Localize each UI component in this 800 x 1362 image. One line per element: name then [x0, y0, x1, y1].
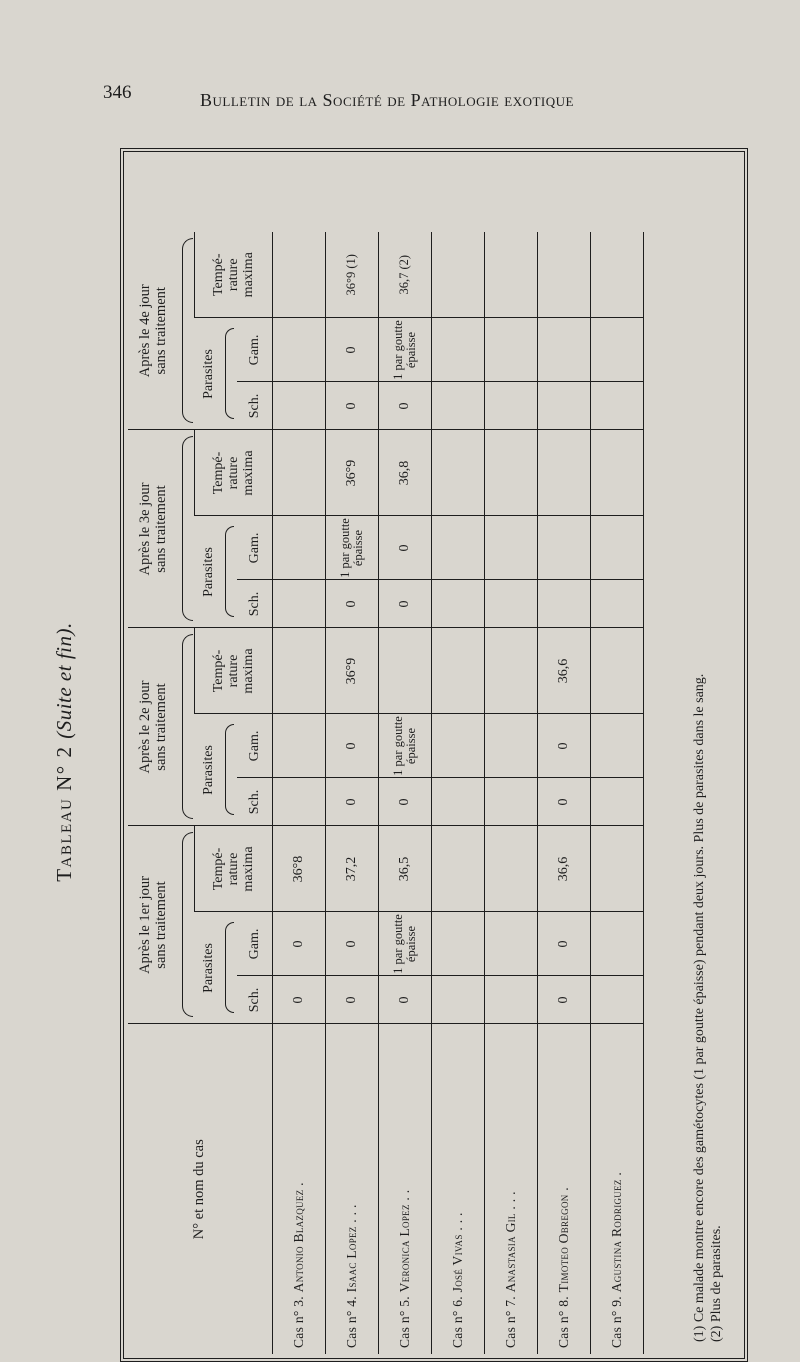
value-cell: 0 [538, 912, 591, 976]
footnote-1: (1) Ce malade montre encore des gamétocytes (1 par goutte épaisse) pendant deux jours. Plus de parasites dans le sang. [692, 673, 707, 1342]
temperature-header: Tempé- rature maxima [195, 232, 273, 318]
value-cell [591, 826, 644, 912]
value-cell [432, 912, 485, 976]
table-row [485, 232, 538, 1354]
leader-dots: . . . [502, 1191, 518, 1210]
parasites-brace [223, 912, 237, 1024]
value-cell [485, 976, 538, 1024]
value-cell [538, 580, 591, 628]
leader-dots: . . . [343, 1204, 359, 1223]
case-name-cell [326, 1024, 379, 1354]
value-cell [432, 382, 485, 430]
value-cell: 0 [326, 714, 379, 778]
value-cell [273, 628, 326, 714]
name-column-header: N° et nom du cas [128, 1024, 273, 1354]
table-title-label: Tableau [52, 797, 76, 882]
group-label: Après le 3e jour [137, 482, 154, 576]
table-title [52, 142, 92, 1362]
value-cell: 37,2 [326, 826, 379, 912]
value-cell [591, 430, 644, 516]
leader-dots: . [290, 1182, 306, 1186]
value-cell: 1 par goutte épaisse [326, 516, 379, 580]
value-cell [432, 318, 485, 382]
value-cell: 36,6 [538, 826, 591, 912]
temperature-header: Tempé- rature maxima [195, 628, 273, 714]
value-cell: 0 [326, 580, 379, 628]
value-cell: 0 [379, 382, 432, 430]
group-label-sub: sans traitement [153, 287, 169, 375]
case-name-cell [485, 1024, 538, 1354]
value-cell [379, 628, 432, 714]
value-cell: 36°9 [326, 628, 379, 714]
footnote-2: (2) Plus de parasites. [708, 1225, 724, 1342]
page-number: 346 [103, 82, 132, 103]
value-cell [432, 516, 485, 580]
value-cell [432, 430, 485, 516]
value-cell [432, 714, 485, 778]
group-label-sub: sans traitement [153, 683, 169, 771]
case-name-cell [538, 1024, 591, 1354]
running-title-initial: B [200, 90, 213, 110]
value-cell [485, 628, 538, 714]
value-cell: 0 [538, 976, 591, 1024]
case-patient-name: Agustina Rodriguez [608, 1179, 624, 1293]
case-number: Cas n° 5. [396, 1296, 412, 1348]
value-cell: 0 [273, 976, 326, 1024]
case-patient-name: Anastasia Gil [502, 1213, 518, 1293]
value-cell: 0 [273, 912, 326, 976]
value-cell: 1 par goutte épaisse [379, 318, 432, 382]
value-cell [591, 516, 644, 580]
leader-dots: . . [396, 1189, 412, 1201]
table-title-number: N° 2 [52, 745, 76, 791]
parasites-header: Parasites [195, 516, 223, 628]
leader-dots: . [608, 1171, 624, 1176]
table-row [273, 232, 326, 1354]
case-number: Cas n° 6. [449, 1296, 465, 1348]
value-cell: 1 par goutte épaisse [379, 912, 432, 976]
group-brace [180, 430, 195, 628]
value-cell [273, 318, 326, 382]
value-cell: 36,7 (2) [379, 232, 432, 318]
table-title-suffix: (Suite et fin). [52, 622, 76, 739]
parasites-brace [223, 318, 237, 430]
case-patient-name: Isaac Lopez [343, 1226, 359, 1293]
value-cell [485, 318, 538, 382]
value-cell [485, 232, 538, 318]
value-cell [538, 318, 591, 382]
value-cell: 0 [326, 912, 379, 976]
group-header-day3 [128, 430, 180, 628]
parasites-header: Parasites [195, 912, 223, 1024]
leader-dots: . . . [449, 1212, 465, 1231]
gam-header: Gam. [237, 714, 273, 778]
case-name-cell [432, 1024, 485, 1354]
value-cell: 36°9 [326, 430, 379, 516]
value-cell: 0 [326, 976, 379, 1024]
value-cell: 0 [379, 580, 432, 628]
value-cell [273, 516, 326, 580]
value-cell [432, 778, 485, 826]
results-table [128, 232, 644, 1354]
value-cell: 36°8 [273, 826, 326, 912]
case-patient-name: Veronica Lopez [396, 1204, 412, 1293]
case-name-cell [273, 1024, 326, 1354]
case-name-cell [379, 1024, 432, 1354]
group-brace [180, 628, 195, 826]
value-cell [538, 430, 591, 516]
case-number: Cas n° 7. [502, 1296, 518, 1348]
group-header-day4 [128, 232, 180, 430]
value-cell: 0 [538, 778, 591, 826]
value-cell [591, 714, 644, 778]
footnotes [692, 674, 726, 1342]
table-row [538, 232, 591, 1354]
parasites-header: Parasites [195, 318, 223, 430]
leader-dots: . [555, 1187, 571, 1191]
value-cell [273, 382, 326, 430]
parasites-header: Parasites [195, 714, 223, 826]
value-cell [591, 580, 644, 628]
value-cell [591, 382, 644, 430]
group-label: Après le 1er jour [137, 876, 154, 974]
value-cell: 36,8 [379, 430, 432, 516]
value-cell [538, 516, 591, 580]
running-title [200, 90, 574, 111]
case-number: Cas n° 9. [608, 1296, 624, 1348]
value-cell [432, 976, 485, 1024]
table-row [591, 232, 644, 1354]
value-cell: 0 [326, 778, 379, 826]
value-cell [432, 232, 485, 318]
value-cell [591, 976, 644, 1024]
value-cell [432, 580, 485, 628]
parasites-brace [223, 516, 237, 628]
value-cell [273, 714, 326, 778]
value-cell [485, 430, 538, 516]
parasites-brace [223, 714, 237, 826]
value-cell [485, 580, 538, 628]
value-cell [591, 232, 644, 318]
value-cell [485, 382, 538, 430]
value-cell [273, 232, 326, 318]
group-header-day2 [128, 628, 180, 826]
value-cell: 1 par goutte épaisse [379, 714, 432, 778]
value-cell [538, 232, 591, 318]
value-cell [432, 628, 485, 714]
value-cell [591, 912, 644, 976]
value-cell: 0 [379, 516, 432, 580]
value-cell: 0 [379, 778, 432, 826]
case-name-cell [591, 1024, 644, 1354]
temperature-header: Tempé- rature maxima [195, 826, 273, 912]
value-cell [591, 318, 644, 382]
group-label: Après le 4e jour [137, 284, 154, 378]
table-body [273, 232, 644, 1354]
value-cell [538, 382, 591, 430]
gam-header: Gam. [237, 516, 273, 580]
running-title-text: ulletin de la Société de Pathologie exotique [212, 90, 574, 110]
case-number: Cas n° 8. [555, 1296, 571, 1348]
sch-header: Sch. [237, 976, 273, 1024]
case-number: Cas n° 4. [343, 1296, 359, 1348]
value-cell: 36,6 [538, 628, 591, 714]
value-cell [485, 714, 538, 778]
group-label: Après le 2e jour [137, 680, 154, 774]
sch-header: Sch. [237, 382, 273, 430]
table-row [326, 232, 379, 1354]
group-label-sub: sans traitement [153, 485, 169, 573]
value-cell [485, 912, 538, 976]
value-cell [485, 778, 538, 826]
value-cell: 36,5 [379, 826, 432, 912]
case-patient-name: Timoteo Obregon [555, 1194, 571, 1293]
value-cell [432, 826, 485, 912]
value-cell: 0 [326, 382, 379, 430]
gam-header: Gam. [237, 912, 273, 976]
value-cell [273, 430, 326, 516]
case-patient-name: José Vivas [449, 1234, 465, 1293]
group-label-sub: sans traitement [153, 881, 169, 969]
value-cell: 36°9 (1) [326, 232, 379, 318]
group-brace [180, 232, 195, 430]
table-row [379, 232, 432, 1354]
value-cell [485, 516, 538, 580]
value-cell [273, 778, 326, 826]
value-cell [485, 826, 538, 912]
rotated-table-block [52, 142, 752, 1362]
case-number: Cas n° 3. [290, 1296, 306, 1348]
group-brace [180, 826, 195, 1024]
value-cell: 0 [326, 318, 379, 382]
sch-header: Sch. [237, 778, 273, 826]
value-cell [591, 628, 644, 714]
value-cell [273, 580, 326, 628]
gam-header: Gam. [237, 318, 273, 382]
case-patient-name: Antonio Blazquez [290, 1189, 306, 1293]
sch-header: Sch. [237, 580, 273, 628]
group-header-day1 [128, 826, 180, 1024]
value-cell: 0 [379, 976, 432, 1024]
table-row [432, 232, 485, 1354]
value-cell [591, 778, 644, 826]
value-cell: 0 [538, 714, 591, 778]
temperature-header: Tempé- rature maxima [195, 430, 273, 516]
